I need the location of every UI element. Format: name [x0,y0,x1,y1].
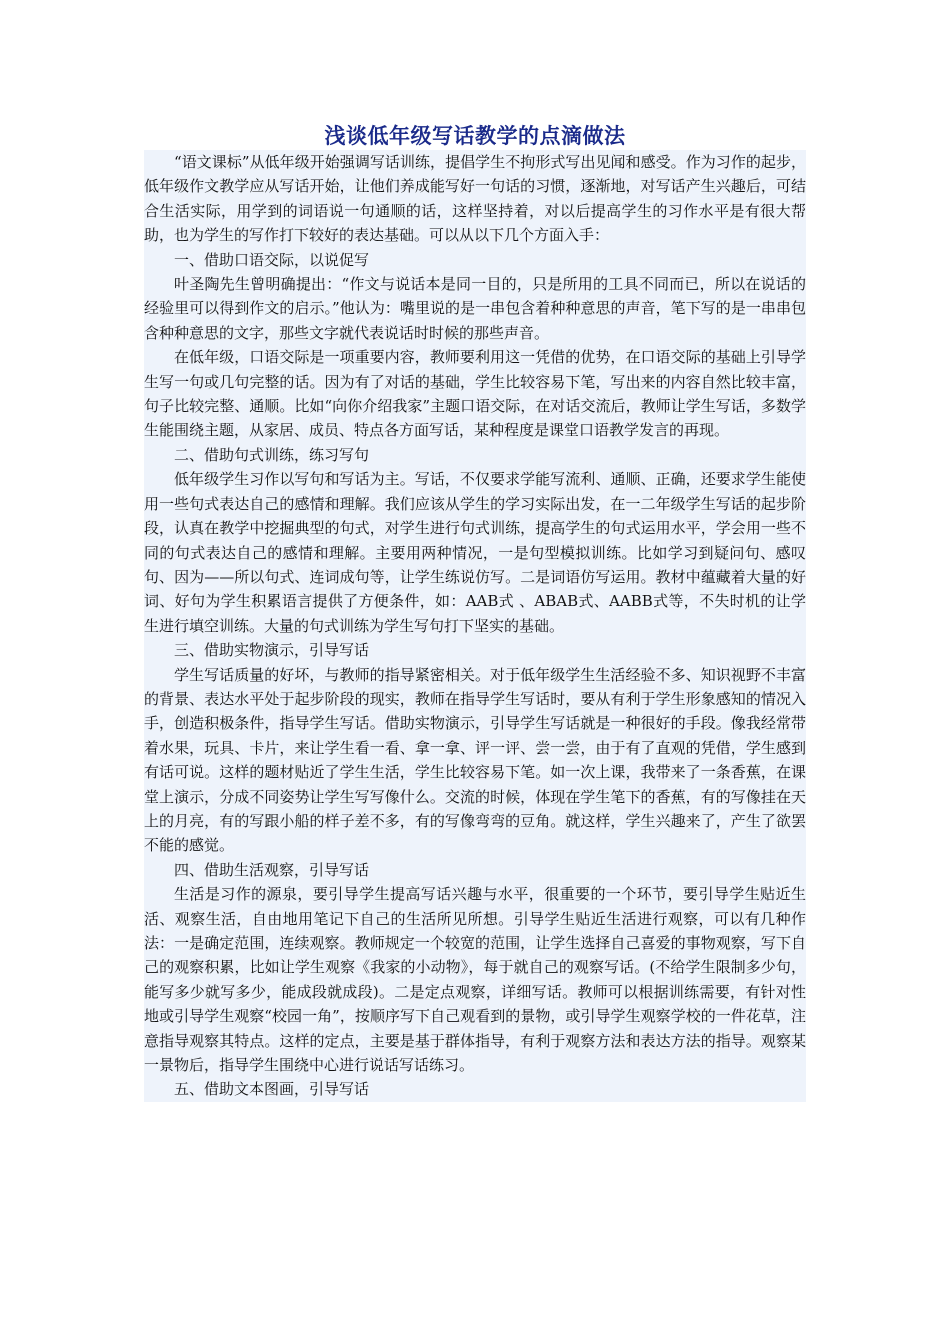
body-paragraph: 生活是习作的源泉，要引导学生提高写话兴趣与水平，很重要的一个环节，要引导学生贴近生活、观察生活，自由地用笔记下自己的生活所见所想。引导学生贴近生活进行观察，可以有几种作法：一是确定范围，连续观察。教师规定一个较宽的范围，让学生选择自己喜爱的事物观察，写下自己的观察积累，比如让学生观察《我家的小动物》，每于就自己的观察写话。(不给学生限制多少句，能写多少就写多少，能成段就成段)。二是定点观察，详细写话。教师可以根据训练需要，有针对性地或引导学生观察“校园一角”，按顺序写下自己观看到的景物，或引导学生观察学校的一件花草，注意指导观察其特点。这样的定点，主要是基于群体指导，有利于观察方法和表达方法的指导。观察某一景物后，指导学生围绕中心进行说话写话练习。 [144,885,806,1075]
section-heading-5: 五、借助文本图画，引导写话 [174,1080,370,1099]
body-paragraph: 低年级学生习作以写句和写话为主。写话，不仅要求学能写流利、通顺、正确，还要求学生能使用一些句式表达自己的感情和理解。我们应该从学生的学习实际出发，在一二年级学生写话的起步阶段，认真在教学中挖掘典型的句式，对学生进行句式训练，提高学生的句式运用水平，学会用一些不同的句式表达自己的感情和理解。主要用两种情况，一是句型模拟训练。比如学习到疑问句、感叹句、因为——所以句式、连词成句等，让学生练说仿写。二是词语仿写运用。教材中蕴藏着大量的好词、好句为学生积累语言提供了方便条件，如：AAB式 、ABAB式、AABB式等，不失时机的让学生进行填空训练。大量的句式训练为学生写句打下坚实的基础。 [144,470,806,635]
document-body [144,150,806,1102]
section-heading-1: 一、借助口语交际，以说促写 [174,250,370,269]
intro-paragraph: “语文课标”从低年级开始强调写话训练，提倡学生不拘形式写出见闻和感受。作为习作的起步，低年级作文教学应从写话开始，让他们养成能写好一句话的习惯，逐渐地，对写话产生兴趣后，可结合生活实际，用学到的词语说一句通顺的话，这样坚持着，对以后提高学生的习作水平是有很大帮助，也为学生的写作打下较好的表达基础。可以从以下几个方面入手： [144,153,806,245]
section-heading-4: 四、借助生活观察，引导写话 [174,860,370,879]
body-paragraph: 叶圣陶先生曾明确提出：“作文与说话本是同一目的，只是所用的工具不同而已，所以在说话的经验里可以得到作文的启示。”他认为：嘴里说的是一串包含着种种意思的声音，笔下写的是一串串包含种种意思的文字，那些文字就代表说话时时候的那些声音。 [144,275,806,342]
section-heading-3: 三、借助实物演示，引导写话 [174,641,370,660]
body-paragraph: 学生写话质量的好坏，与教师的指导紧密相关。对于低年级学生生活经验不多、知识视野不丰富的背景、表达水平处于起步阶段的现实，教师在指导学生写话时，要从有利于学生形象感知的情况入手，创造积极条件，指导学生写话。借助实物演示，引导学生写话就是一种很好的手段。像我经常带着水果，玩具、卡片，来让学生看一看、拿一拿、评一评、尝一尝，由于有了直观的凭借，学生感到有话可说。这样的题材贴近了学生生活，学生比较容易下笔。如一次上课，我带来了一条香蕉，在课堂上演示，分成不同姿势让学生写写像什么。交流的时候，体现在学生笔下的香蕉，有的写像挂在天上的月亮，有的写跟小船的样子差不多，有的写像弯弯的豆角。就这样，学生兴趣来了，产生了欲罢不能的感觉。 [144,665,806,855]
body-paragraph: 在低年级，口语交际是一项重要内容，教师要利用这一凭借的优势，在口语交际的基础上引导学生写一句或几句完整的话。因为有了对话的基础，学生比较容易下笔，写出来的内容自然比较丰富，句子比较完整、通顺。比如“向你介绍我家”主题口语交际，在对话交流后，教师让学生写话，多数学生能围绕主题，从家居、成员、特点各方面写话，某种程度是课堂口语教学发言的再现。 [144,348,806,440]
document-title: 浅谈低年级写话教学的点滴做法 [324,123,626,148]
section-heading-2: 二、借助句式训练，练习写句 [174,445,370,464]
